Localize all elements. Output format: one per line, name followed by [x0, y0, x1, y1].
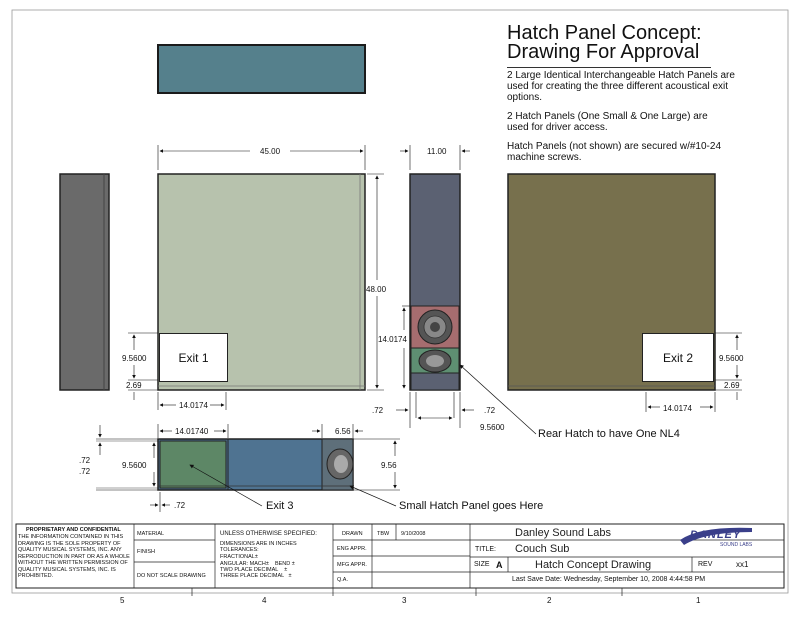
zone-2: 2: [547, 596, 552, 605]
dim-bottom-9-56: 9.56: [381, 461, 397, 470]
callout-small-hatch: Small Hatch Panel goes Here: [399, 500, 544, 512]
note-3: Hatch Panels (not shown) are secured w/#10-24 machine screws.: [507, 141, 722, 163]
dim-right-2-69: 2.69: [724, 381, 740, 390]
left-side-view: [60, 174, 109, 390]
dim-side-14-0174: 14.0174: [378, 335, 407, 344]
dim-height-48: 48.00: [366, 285, 387, 294]
exit1-label: Exit 1: [159, 333, 228, 382]
tb-drawn-by: TBW: [377, 531, 390, 537]
dim-bottom-072-b: .72: [79, 467, 91, 476]
dim-side-9-5600: 9.5600: [480, 423, 505, 432]
note-2: 2 Hatch Panels (One Small & One Large) are used for driver access.: [507, 111, 708, 133]
dim-left-14-0174: 14.0174: [179, 401, 208, 410]
tb-rev-value: xx1: [736, 560, 749, 569]
drawing-title-line1: Hatch Panel Concept:: [507, 22, 702, 44]
callout-exit3: Exit 3: [266, 500, 294, 512]
exit2-label: Exit 2: [642, 333, 714, 382]
dim-right-9-5600: 9.5600: [719, 354, 744, 363]
dim-depth-11: 11.00: [427, 147, 447, 156]
dim-left-2-69: 2.69: [126, 381, 142, 390]
tb-angular: ANGULAR: MACH± BEND ±: [220, 561, 295, 567]
tb-drawn: DRAWN: [342, 531, 363, 537]
tb-finish: FINISH: [137, 549, 156, 555]
tb-proprietary-title: PROPRIETARY AND CONFIDENTIAL: [26, 527, 121, 533]
danley-logo-text: DANLEY: [690, 529, 742, 541]
tb-eng-appr: ENG APPR.: [337, 546, 367, 552]
tb-do-not-scale: DO NOT SCALE DRAWING: [137, 573, 206, 579]
tb-unless: UNLESS OTHERWISE SPECIFIED:: [220, 531, 317, 537]
zone-3: 3: [402, 596, 407, 605]
tb-title-value: Couch Sub: [515, 543, 570, 555]
tb-dims-inches: DIMENSIONS ARE IN INCHES: [220, 541, 297, 547]
dim-side-072-right: .72: [484, 406, 496, 415]
dim-bottom-14-01740: 14.01740: [175, 427, 209, 436]
tb-drawn-date: 9/10/2008: [401, 531, 426, 537]
title-underline: [507, 67, 711, 68]
exit3-panel: [160, 441, 226, 488]
tb-qa: Q.A.: [337, 577, 349, 583]
tb-rev-label: REV: [698, 561, 713, 568]
tb-tolerances: TOLERANCES:: [220, 547, 259, 553]
tb-mfg-appr: MFG APPR.: [337, 562, 367, 568]
top-view-panel: [158, 45, 365, 93]
dim-right-14-0174: 14.0174: [663, 404, 692, 413]
dim-bottom-9-5600: 9.5600: [122, 461, 147, 470]
dim-bottom-072-c: .72: [174, 501, 186, 510]
dim-side-072-left: .72: [372, 406, 384, 415]
note-1: 2 Large Identical Interchangeable Hatch Panels are used for creating the three different acoustical exit options.: [507, 70, 735, 103]
tb-material: MATERIAL: [137, 531, 165, 537]
tb-size-label: SIZE: [474, 561, 490, 568]
tb-last-save: Last Save Date: Wednesday, September 10, 2008 4:44:58 PM: [512, 576, 706, 583]
tb-title-label: TITLE:: [475, 546, 497, 553]
tb-drawing-name: Hatch Concept Drawing: [535, 559, 652, 571]
dim-bottom-072-a: .72: [79, 456, 91, 465]
tb-two-place: TWO PLACE DECIMAL ±: [220, 567, 288, 573]
zone-5: 5: [120, 596, 125, 605]
tb-company: Danley Sound Labs: [515, 527, 612, 539]
tb-size-value: A: [496, 560, 503, 570]
tb-proprietary-text: THE INFORMATION CONTAINED IN THIS DRAWING IS THE SOLE PROPERTY OF QUALITY MUSICAL SYSTEMS, INC. ANY REPRODUCTION IN PART OR AS A WHOLE WITHOUT THE WRITTEN PERMISSION OF QUALITY MUSICAL SYSTEMS, INC. IS PROHIBITED.: [18, 534, 130, 579]
zone-4: 4: [262, 596, 267, 605]
dim-width-45: 45.00: [260, 147, 281, 156]
callout-rear-hatch: Rear Hatch to have One NL4: [538, 428, 680, 440]
tb-fractional: FRACTIONAL±: [220, 554, 258, 560]
dim-left-9-5600: 9.5600: [122, 354, 147, 363]
drawing-title-line2: Drawing For Approval: [507, 41, 700, 63]
danley-logo-sub: SOUND LABS: [720, 542, 753, 548]
dim-bottom-6-56: 6.56: [335, 427, 351, 436]
tb-three-place: THREE PLACE DECIMAL ±: [220, 573, 292, 579]
zone-1: 1: [696, 596, 701, 605]
